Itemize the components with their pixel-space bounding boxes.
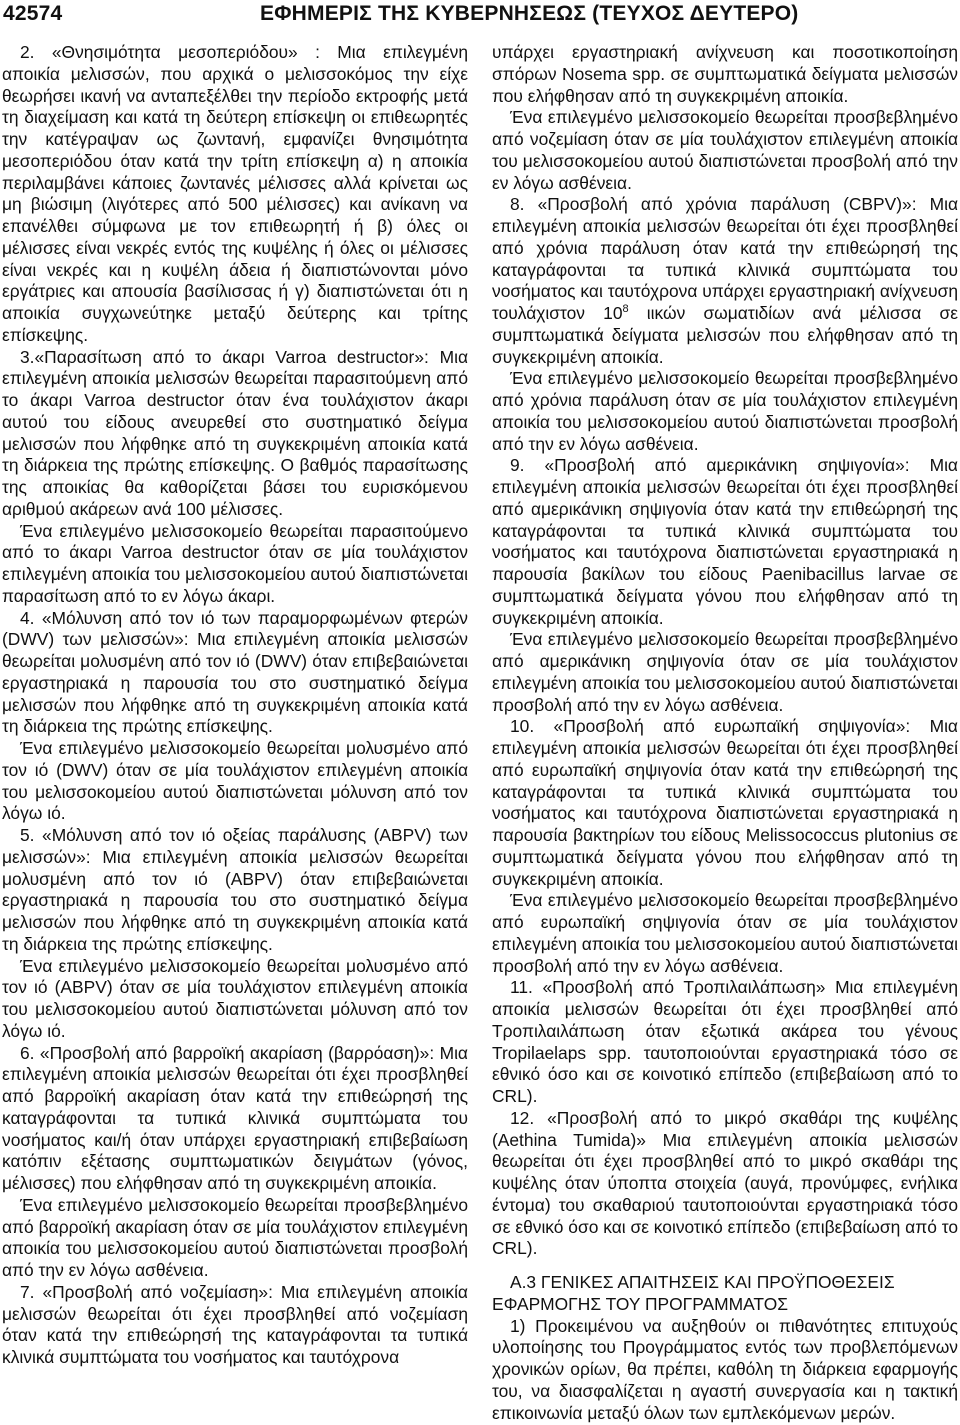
left-column: [2, 42, 468, 1369]
page-header: [0, 0, 960, 40]
paragraph-dwv-infection: 4. «Μόλυνση από τον ιό των παραμορφωμένων φτερών (DWV) των μελισσών»: Μια επιλεγμένη αποικία μελισσών θεωρείται μολυσμένη από τον ιό (DWV) όταν επιβεβαιώνεται εργαστηριακά η παρουσία του στο συστηματικό δείγμα μελισσών που λήφθηκε από τη συγκεκριμένη αποικία κατά τη διάρκεια της πρώτης επίσκεψης.: [2, 607, 468, 737]
journal-title: ΕΦΗΜΕΡΙΣ ΤΗΣ ΚΥΒΕΡΝΗΣΕΩΣ (ΤΕΥΧΟΣ ΔΕΥΤΕΡΟ): [260, 2, 799, 25]
paragraph-abpv-infection: 5. «Μόλυνση από τον ιό οξείας παράλυσης (ABPV) των μελισσών»: Μια επιλεγμένη αποικία μελισσών θεωρείται μολυσμένη από τον ιό (ABPV) όταν επιβεβαιώνεται εργαστηριακά η παρουσία του στο συστηματικό δείγμα μελισσών που λήφθηκε από τη συγκεκριμένη αποικία κατά τη διάρκεια της πρώτης επίσκεψης.: [2, 825, 468, 954]
paragraph-nosemosis-apiary: Ένα επιλεγμένο μελισσοκομείο θεωρείται προσβεβλημένο από νοζεμίαση όταν σε μία τουλάχιστον επιλεγμένη αποικία του μελισσοκομείου αυτού διαπιστώνεται προσβολή από την εν λόγω ασθένεια.: [492, 107, 958, 193]
paragraph-dwv-apiary: Ένα επιλεγμένο μελισσοκομείο θεωρείται μολυσμένο από τον ιό (DWV) όταν σε μία τουλάχιστον επιλεγμένη αποικία του μελισσοκομείου αυτού διαπιστώνεται μόλυνση από τον λόγω ιό.: [2, 738, 468, 824]
paragraph-abpv-apiary: Ένα επιλεγμένο μελισσοκομείο θεωρείται μολυσμένο από τον ιό (ABPV) όταν σε μία τουλάχιστον επιλεγμένη αποικία του μελισσοκομείου αυτού διαπιστώνεται μόλυνση από τον λόγω ιό.: [2, 955, 468, 1041]
page-number: 42574: [3, 2, 63, 25]
paragraph-varroosis-apiary: Ένα επιλεγμένο μελισσοκομείο θεωρείται προσβεβλημένο από βαρροϊκή ακαρίαση όταν σε μία τουλάχιστον επιλεγμένη αποικία του μελισσοκομείου αυτού διαπιστώνεται προσβολή από την εν λόγω ασθένεια.: [2, 1194, 468, 1280]
cbpv-exponent: 8: [622, 303, 629, 315]
paragraph-nosemosis: 7. «Προσβολή από νοζεμίαση»: Μια επιλεγμένη αποικία μελισσών θεωρείται ότι έχει προσβληθεί από νοζεμίαση όταν κατά την επιθεώρησή της καταγράφονται τα τυπικά κλινικά συμπτώματα του νοσήματος και ταυτόχρονα: [2, 1281, 468, 1367]
paragraph-general-requirements: 1) Προκειμένου να αυξηθούν οι πιθανότητες επιτυχούς υλοποίησης του Προγράμματος εντός των προβλεπόμενων χρονικών ορίων, θα πρέπει, καθόλη τη διάρκεια εφαρμογής του, να διασφαλίζεται η αγαστή συνεργασία και η τακτική επικοινωνία μεταξύ όλων των εμπλεκόμενων μερών.: [492, 1315, 958, 1423]
paragraph-cbpv-apiary: Ένα επιλεγμένο μελισσοκομείο θεωρείται προσβεβλημένο από χρόνια παράλυση όταν σε μία τουλάχιστον επιλεγμένη αποικία του μελισσοκομείου αυτού διαπιστώνεται προσβολή από την εν λόγω ασθένεια.: [492, 368, 958, 454]
paragraph-cbpv: [492, 194, 958, 368]
paragraph-varroosis: 6. «Προσβολή από βαρροϊκή ακαρίαση (βαρρόαση)»: Μια επιλεγμένη αποικία μελισσών θεωρείται ότι έχει προσβληθεί από βαρροϊκή ακαρίαση όταν κατά την επιθεώρησή της καταγράφονται τα τυπικά κλινικά συμπτώματα του νοσήματος και/ή όταν υπάρχει εργαστηριακή επιβεβαίωση κατόπιν εξέτασης συμπτωματικών δειγμάτων (γόνος, μέλισσες) που ελήφθησαν από τη συγκεκριμένη αποικία.: [2, 1042, 468, 1193]
cbpv-text-b: ιικών σωματιδίων ανά μέλισσα σε συμπτωματικά δείγματα μελισσών που ελήφθησαν από τη συγκεκριμένη αποικία.: [492, 303, 958, 367]
paragraph-european-foulbrood-apiary: Ένα επιλεγμένο μελισσοκομείο θεωρείται προσβεβλημένο από ευρωπαϊκή σηψιγονία όταν σε μία τουλάχιστον επιλεγμένη αποικία του μελισσοκομείου αυτού διαπιστώνεται προσβολή από την εν λόγω ασθένεια.: [492, 890, 959, 976]
cbpv-text-a: 8. «Προσβολή από χρόνια παράλυση (CBPV)»: Μια επιλεγμένη αποικία μελισσών θεωρείται ότι έχει προσβληθεί από χρόνια παράλυση όταν κατά την επιθεώρησή της καταγράφονται τα τυπικά κλινικά συμπτώματα του νοσήματος και ταυτόχρονα υπάρχει εργαστηριακή ανίχνευση τουλάχιστον 10: [492, 194, 958, 323]
section-heading: Α.3 ΓΕΝΙΚΕΣ ΑΠΑΙΤΗΣΕΙΣ ΚΑΙ ΠΡΟΫΠΟΘΕΣΕΙΣ ΕΦΑΡΜΟΓΗΣ ΤΟΥ ΠΡΟΓΡΑΜΜΑΤΟΣ: [492, 1272, 895, 1314]
paragraph-european-foulbrood: 10. «Προσβολή από ευρωπαϊκή σηψιγονία»: Μια επιλεγμένη αποικία μελισσών θεωρείται ότι έχει προσβληθεί από ευρωπαϊκή σηψιγονία όταν κατά την επιθεώρησή της καταγράφονται τα τυπικά κλινικά συμπτώματα του νοσήματος και ταυτόχρονα διαπιστώνεται εργαστηριακά η παρουσία βακτηρίων του είδους Melissococcus plutonius σε συμπτωματικά δείγματα γόνου που ελήφθησαν από τη συγκεκριμένη αποικία.: [492, 716, 958, 889]
paragraph-mid-period-mortality: 2. «Θνησιμότητα μεσοπεριόδου» : Μια επιλεγμένη αποικία μελισσών, που αρχικά ο μελισσοκόμος την είχε θεωρήσει ικανή να ανταπεξέλθει την περίοδο εκτροφής μετά τη διαχείμαση και κατά τη δεύτερη επίσκεψη οι επιθεωρητές την κατέγραψαν ως ζωντανή, εμφανίζει θνησιμότητα μεσοπεριόδου όταν κατά την τρίτη επίσκεψη α) η αποικία περιλαμβάνει κάποιες ζωντανές μέλισσες αλλά κρίνεται ως μη βιώσιμη (λιγότερες από 500 μέλισσες) και ανίκανη να επανέλθει σύμφωνα με τον επιθεωρητή ή β) όλες οι μέλισσες είναι νεκρές εντός της κυψέλης ή όλες οι μέλισσες είναι νεκρές και η κυψέλη άδεια ή διαπιστώνονται μόνο εργάτριες και απουσία βασίλισσας ή γ) διαπιστώνεται ότι η αποικία συγχωνεύτηκε μεταξύ δεύτερης και τρίτης επίσκεψης.: [2, 42, 468, 345]
paragraph-nosemosis-continued: υπάρχει εργαστηριακή ανίχνευση και ποσοτικοποίηση σπόρων Nosema spp. σε συμπτωματικά δείγματα μελισσών που ελήφθησαν από τη συγκεκριμένη αποικία.: [492, 42, 958, 106]
paragraph-small-hive-beetle: 12. «Προσβολή από το μικρό σκαθάρι της κυψέλης (Aethina Tumida)» Μια επιλεγμένη αποικία μελισσών θεωρείται ότι έχει προσβληθεί από το μικρό σκαθάρι της κυψέλης όταν ύποπτα στοιχεία (αυγά, προνύμφες, ενήλικα έντομα) του σκαθαριού ταυτοποιούνται εργαστηριακά τόσο σε εθνικό όσο και σε κοινοτικό επίπεδο (επιβεβαίωση από το CRL).: [492, 1107, 958, 1259]
paragraph-american-foulbrood-apiary: Ένα επιλεγμένο μελισσοκομείο θεωρείται προσβεβλημένο από αμερικάνικη σηψιγονία όταν σε μία τουλάχιστον επιλεγμένη αποικία του μελισσοκομείου αυτού διαπιστώνεται προσβολή από την εν λόγω ασθένεια.: [492, 629, 959, 715]
paragraph-american-foulbrood: 9. «Προσβολή από αμερικάνικη σηψιγονία»: Μια επιλεγμένη αποικία μελισσών θεωρείται ότι έχει προσβληθεί από αμερικάνικη σηψιγονία όταν κατά την επιθεώρησή της καταγράφονται τα τυπικά κλινικά συμπτώματα του νοσήματος και ταυτόχρονα διαπιστώνεται εργαστηριακά η παρουσία βακίλων του είδους Paenibacillus larvae σε συμπτωματικά δείγματα γόνου που ελήφθησαν από τη συγκεκριμένη αποικία.: [492, 455, 958, 628]
right-column: [492, 42, 958, 1424]
paragraph-varroa-parasitism: 3.«Παρασίτωση από το άκαρι Varroa destructor»: Μια επιλεγμένη αποικία μελισσών θεωρείται παρασιτούμενη από το άκαρι Varroa destructor όταν ένα τουλάχιστον άκαρι αυτού του είδους ανευρεθεί στο συστηματικό δείγμα μελισσών που λήφθηκε από τη συγκεκριμένη αποικία κατά τη διάρκεια της πρώτης επίσκεψης. Ο βαθμός παρασίτωσης της αποικίας θα καθορίζεται βάσει του ευρισκόμενου αριθμού ακάρεων ανά 100 μέλισσες.: [2, 346, 468, 519]
paragraph-varroa-apiary: Ένα επιλεγμένο μελισσοκομείο θεωρείται παρασιτούμενο από το άκαρι Varroa destructor όταν σε μία τουλάχιστον επιλεγμένη αποικία του μελισσοκομείου αυτού διαπιστώνεται παρασίτωση από το εν λόγω άκαρι.: [2, 520, 469, 606]
paragraph-tropilaelaps: 11. «Προσβολή από Τροπιλαιλάπωση» Μια επιλεγμένη αποικία μελισσών θεωρείται ότι έχει προσβληθεί από Τροπιλαιλάπωση όταν εξωτικά ακάρεα του γένους Tropilaelaps spp. ταυτοποιούνται εργαστηριακά τόσο σε εθνικό όσο και σε κοινοτικό επίπεδο (επιβεβαίωση από το CRL).: [492, 977, 958, 1106]
